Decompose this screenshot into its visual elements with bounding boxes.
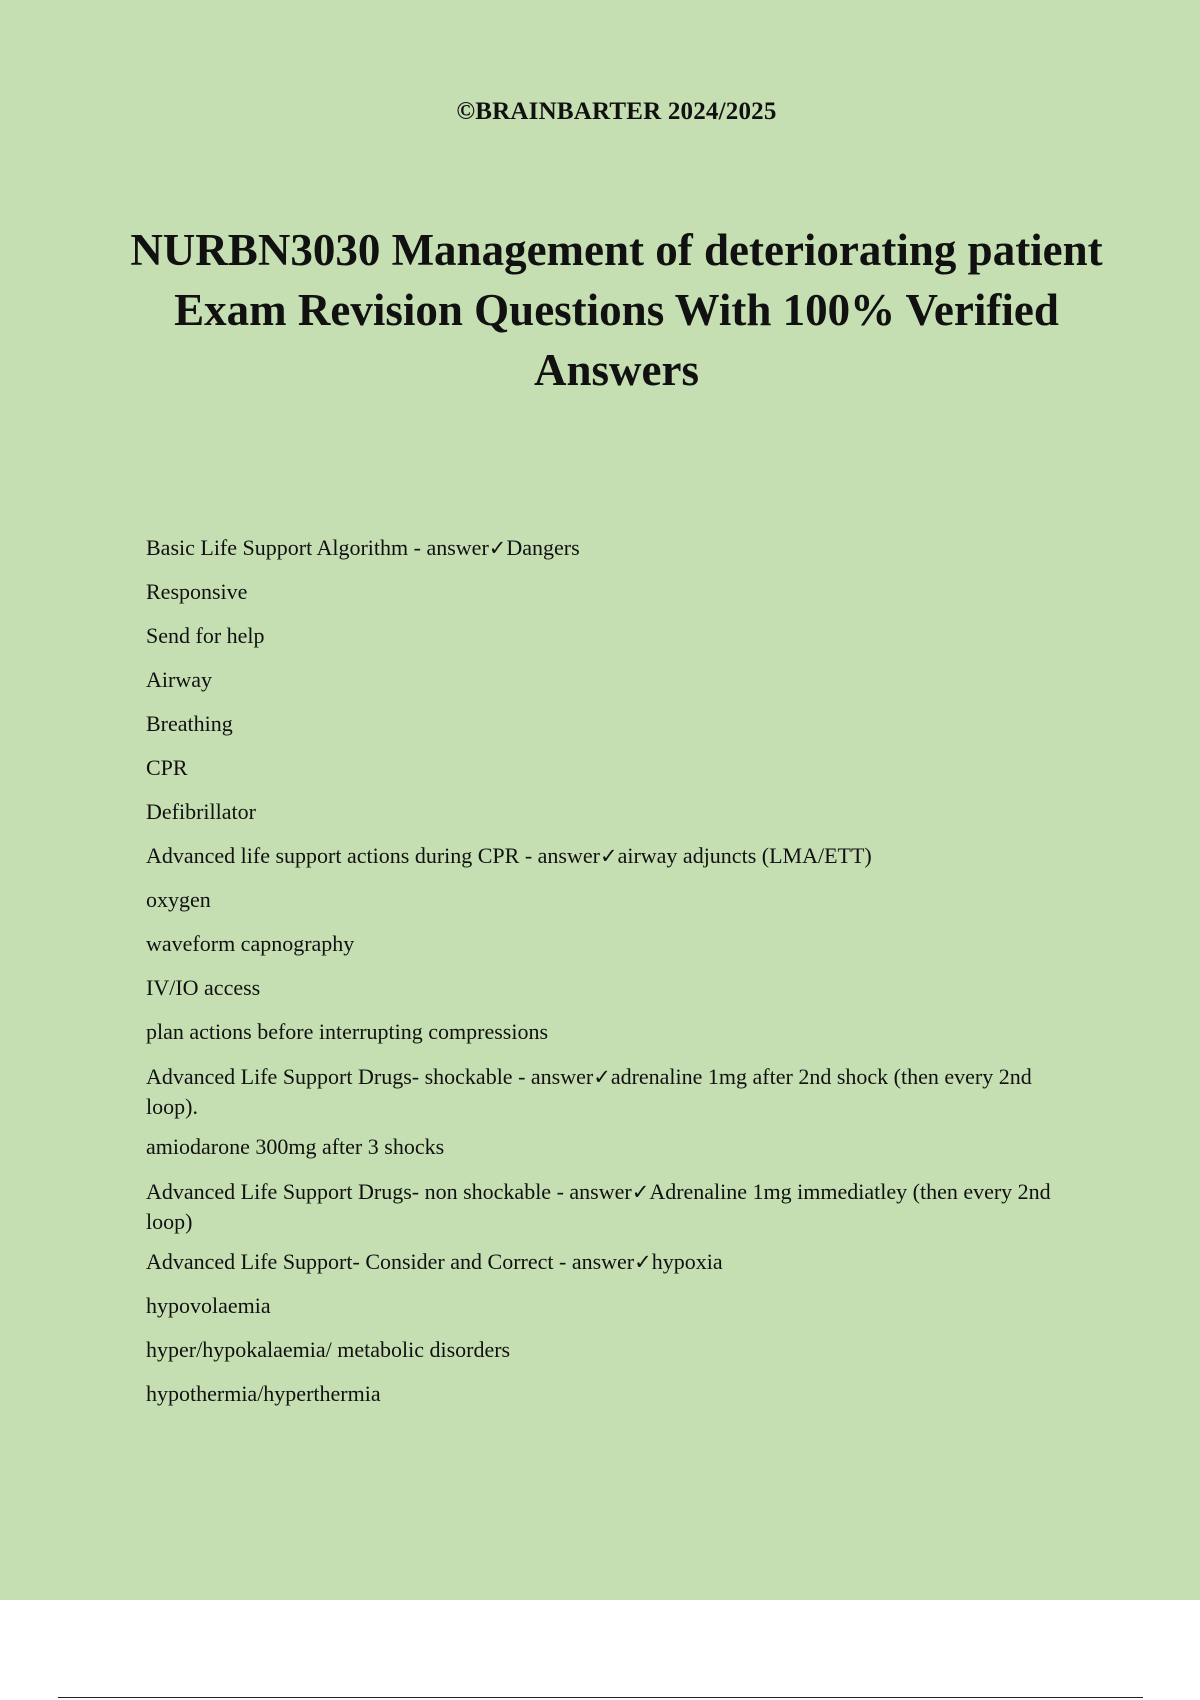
question-text: Advanced Life Support Drugs- non shockable - answer — [146, 1179, 632, 1204]
answer-line: Airway — [146, 667, 212, 692]
answer-line: Breathing — [146, 711, 233, 736]
check-mark-icon: ✓ — [488, 536, 507, 560]
answer-text: Adrenaline 1mg immediatley (then every 2nd loop) — [146, 1179, 1051, 1234]
footer-divider — [58, 1697, 1143, 1698]
answer-line: hypovolaemia — [146, 1293, 271, 1318]
answer-line: plan actions before interrupting compressions — [146, 1019, 549, 1044]
qa-list — [146, 534, 1086, 1424]
answer-line: hypothermia/hyperthermia — [146, 1381, 381, 1406]
qa-entry — [146, 842, 1086, 870]
answer-line: IV/IO access — [146, 975, 261, 1000]
document-title: NURBN3030 Management of deteriorating patient Exam Revision Questions With 100% Verified Answers — [130, 225, 1103, 395]
question-text: Basic Life Support Algorithm - answer — [146, 535, 489, 560]
answer-line: Send for help — [146, 623, 265, 648]
qa-entry — [146, 1177, 1086, 1236]
answer-text: Dangers — [506, 535, 580, 560]
qa-entry — [146, 1248, 1086, 1276]
check-mark-icon: ✓ — [599, 844, 618, 868]
copyright-header: ©BRAINBARTER 2024/2025 — [456, 98, 777, 125]
answer-line: waveform capnography — [146, 931, 355, 956]
answer-line: oxygen — [146, 887, 211, 912]
question-text: Advanced life support actions during CPR - answer — [146, 843, 600, 868]
answer-text: hypoxia — [651, 1249, 723, 1274]
check-mark-icon: ✓ — [631, 1180, 650, 1204]
check-mark-icon: ✓ — [593, 1065, 611, 1089]
answer-text: adrenaline 1mg after 2nd shock (then every 2nd loop). — [146, 1064, 1032, 1119]
qa-entry — [146, 534, 1086, 562]
question-text: Advanced Life Support- Consider and Correct - answer — [146, 1249, 635, 1274]
answer-line: Responsive — [146, 579, 248, 604]
answer-text: airway adjuncts (LMA/ETT) — [617, 843, 872, 868]
check-mark-icon: ✓ — [634, 1250, 652, 1274]
question-text: Advanced Life Support Drugs- shockable - answer — [146, 1064, 594, 1089]
answer-line: hyper/hypokalaemia/ metabolic disorders — [146, 1337, 511, 1362]
answer-line: CPR — [146, 755, 188, 780]
answer-line: amiodarone 300mg after 3 shocks — [146, 1134, 445, 1159]
answer-line: Defibrillator — [146, 799, 256, 824]
qa-entry — [146, 1062, 1086, 1121]
